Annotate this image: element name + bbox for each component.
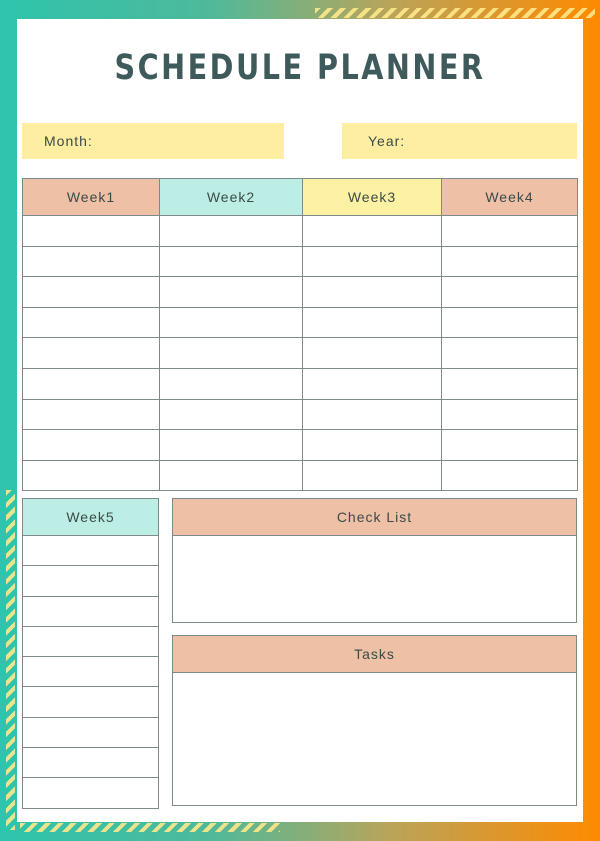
week-cell[interactable] [442, 460, 578, 491]
week5-row [23, 657, 159, 687]
week-row [23, 430, 578, 461]
week3-header: Week3 [303, 179, 442, 216]
week5-row [23, 748, 159, 778]
tasks-section [172, 635, 577, 806]
week5-cell[interactable] [23, 596, 159, 626]
week-cell[interactable] [442, 246, 578, 277]
week-cell[interactable] [303, 307, 442, 338]
week-cell[interactable] [303, 399, 442, 430]
week-row [23, 216, 578, 247]
week-cell[interactable] [160, 338, 303, 369]
week-cell[interactable] [160, 460, 303, 491]
month-field[interactable] [22, 123, 284, 159]
week5-row [23, 596, 159, 626]
week-cell[interactable] [303, 460, 442, 491]
week-cell[interactable] [23, 338, 160, 369]
week-row [23, 307, 578, 338]
week-cell[interactable] [23, 430, 160, 461]
year-field[interactable] [342, 123, 577, 159]
week-cell[interactable] [442, 338, 578, 369]
week1-header: Week1 [23, 179, 160, 216]
week5-header: Week5 [23, 499, 159, 536]
week2-header: Week2 [160, 179, 303, 216]
week-row [23, 246, 578, 277]
week-cell[interactable] [23, 307, 160, 338]
tasks-area[interactable] [173, 673, 576, 807]
week-cell[interactable] [442, 216, 578, 247]
week5-row [23, 687, 159, 717]
week5-cell[interactable] [23, 778, 159, 808]
weeks-table [22, 178, 578, 491]
checklist-header: Check List [173, 499, 576, 536]
week-row [23, 368, 578, 399]
week-cell[interactable] [442, 399, 578, 430]
week-cell[interactable] [23, 460, 160, 491]
decorative-stripes-top [315, 8, 595, 18]
week5-cell[interactable] [23, 657, 159, 687]
decorative-stripes-left [6, 490, 15, 830]
week-row [23, 277, 578, 308]
week-cell[interactable] [160, 368, 303, 399]
week-cell[interactable] [23, 277, 160, 308]
week5-row [23, 717, 159, 747]
week5-row [23, 626, 159, 656]
week-cell[interactable] [442, 368, 578, 399]
week-cell[interactable] [303, 338, 442, 369]
week-cell[interactable] [442, 430, 578, 461]
week-row [23, 338, 578, 369]
week-cell[interactable] [160, 307, 303, 338]
week-cell[interactable] [160, 277, 303, 308]
week-cell[interactable] [23, 368, 160, 399]
tasks-header: Tasks [173, 636, 576, 673]
decorative-stripes-bottom [20, 823, 280, 832]
week-cell[interactable] [303, 368, 442, 399]
month-label: Month: [44, 133, 93, 149]
week-cell[interactable] [442, 277, 578, 308]
week-row [23, 460, 578, 491]
week4-header: Week4 [442, 179, 578, 216]
week-cell[interactable] [23, 246, 160, 277]
week-cell[interactable] [303, 216, 442, 247]
week5-cell[interactable] [23, 687, 159, 717]
week5-row [23, 778, 159, 808]
week-cell[interactable] [160, 246, 303, 277]
week-cell[interactable] [23, 399, 160, 430]
week-cell[interactable] [442, 307, 578, 338]
week5-cell[interactable] [23, 626, 159, 656]
week5-cell[interactable] [23, 536, 159, 566]
checklist-area[interactable] [173, 536, 576, 624]
week5-header-row [23, 499, 159, 536]
week5-cell[interactable] [23, 717, 159, 747]
year-label: Year: [368, 133, 406, 149]
week5-row [23, 566, 159, 596]
week5-cell[interactable] [23, 566, 159, 596]
week5-cell[interactable] [23, 748, 159, 778]
week-cell[interactable] [160, 399, 303, 430]
week5-table [22, 498, 159, 809]
weeks-header-row [23, 179, 578, 216]
checklist-section [172, 498, 577, 623]
week-cell[interactable] [303, 277, 442, 308]
week-cell[interactable] [160, 216, 303, 247]
week-cell[interactable] [160, 430, 303, 461]
week-cell[interactable] [303, 430, 442, 461]
week-row [23, 399, 578, 430]
week-cell[interactable] [23, 216, 160, 247]
week5-row [23, 536, 159, 566]
week-cell[interactable] [303, 246, 442, 277]
page-title: SCHEDULE PLANNER [114, 48, 486, 88]
